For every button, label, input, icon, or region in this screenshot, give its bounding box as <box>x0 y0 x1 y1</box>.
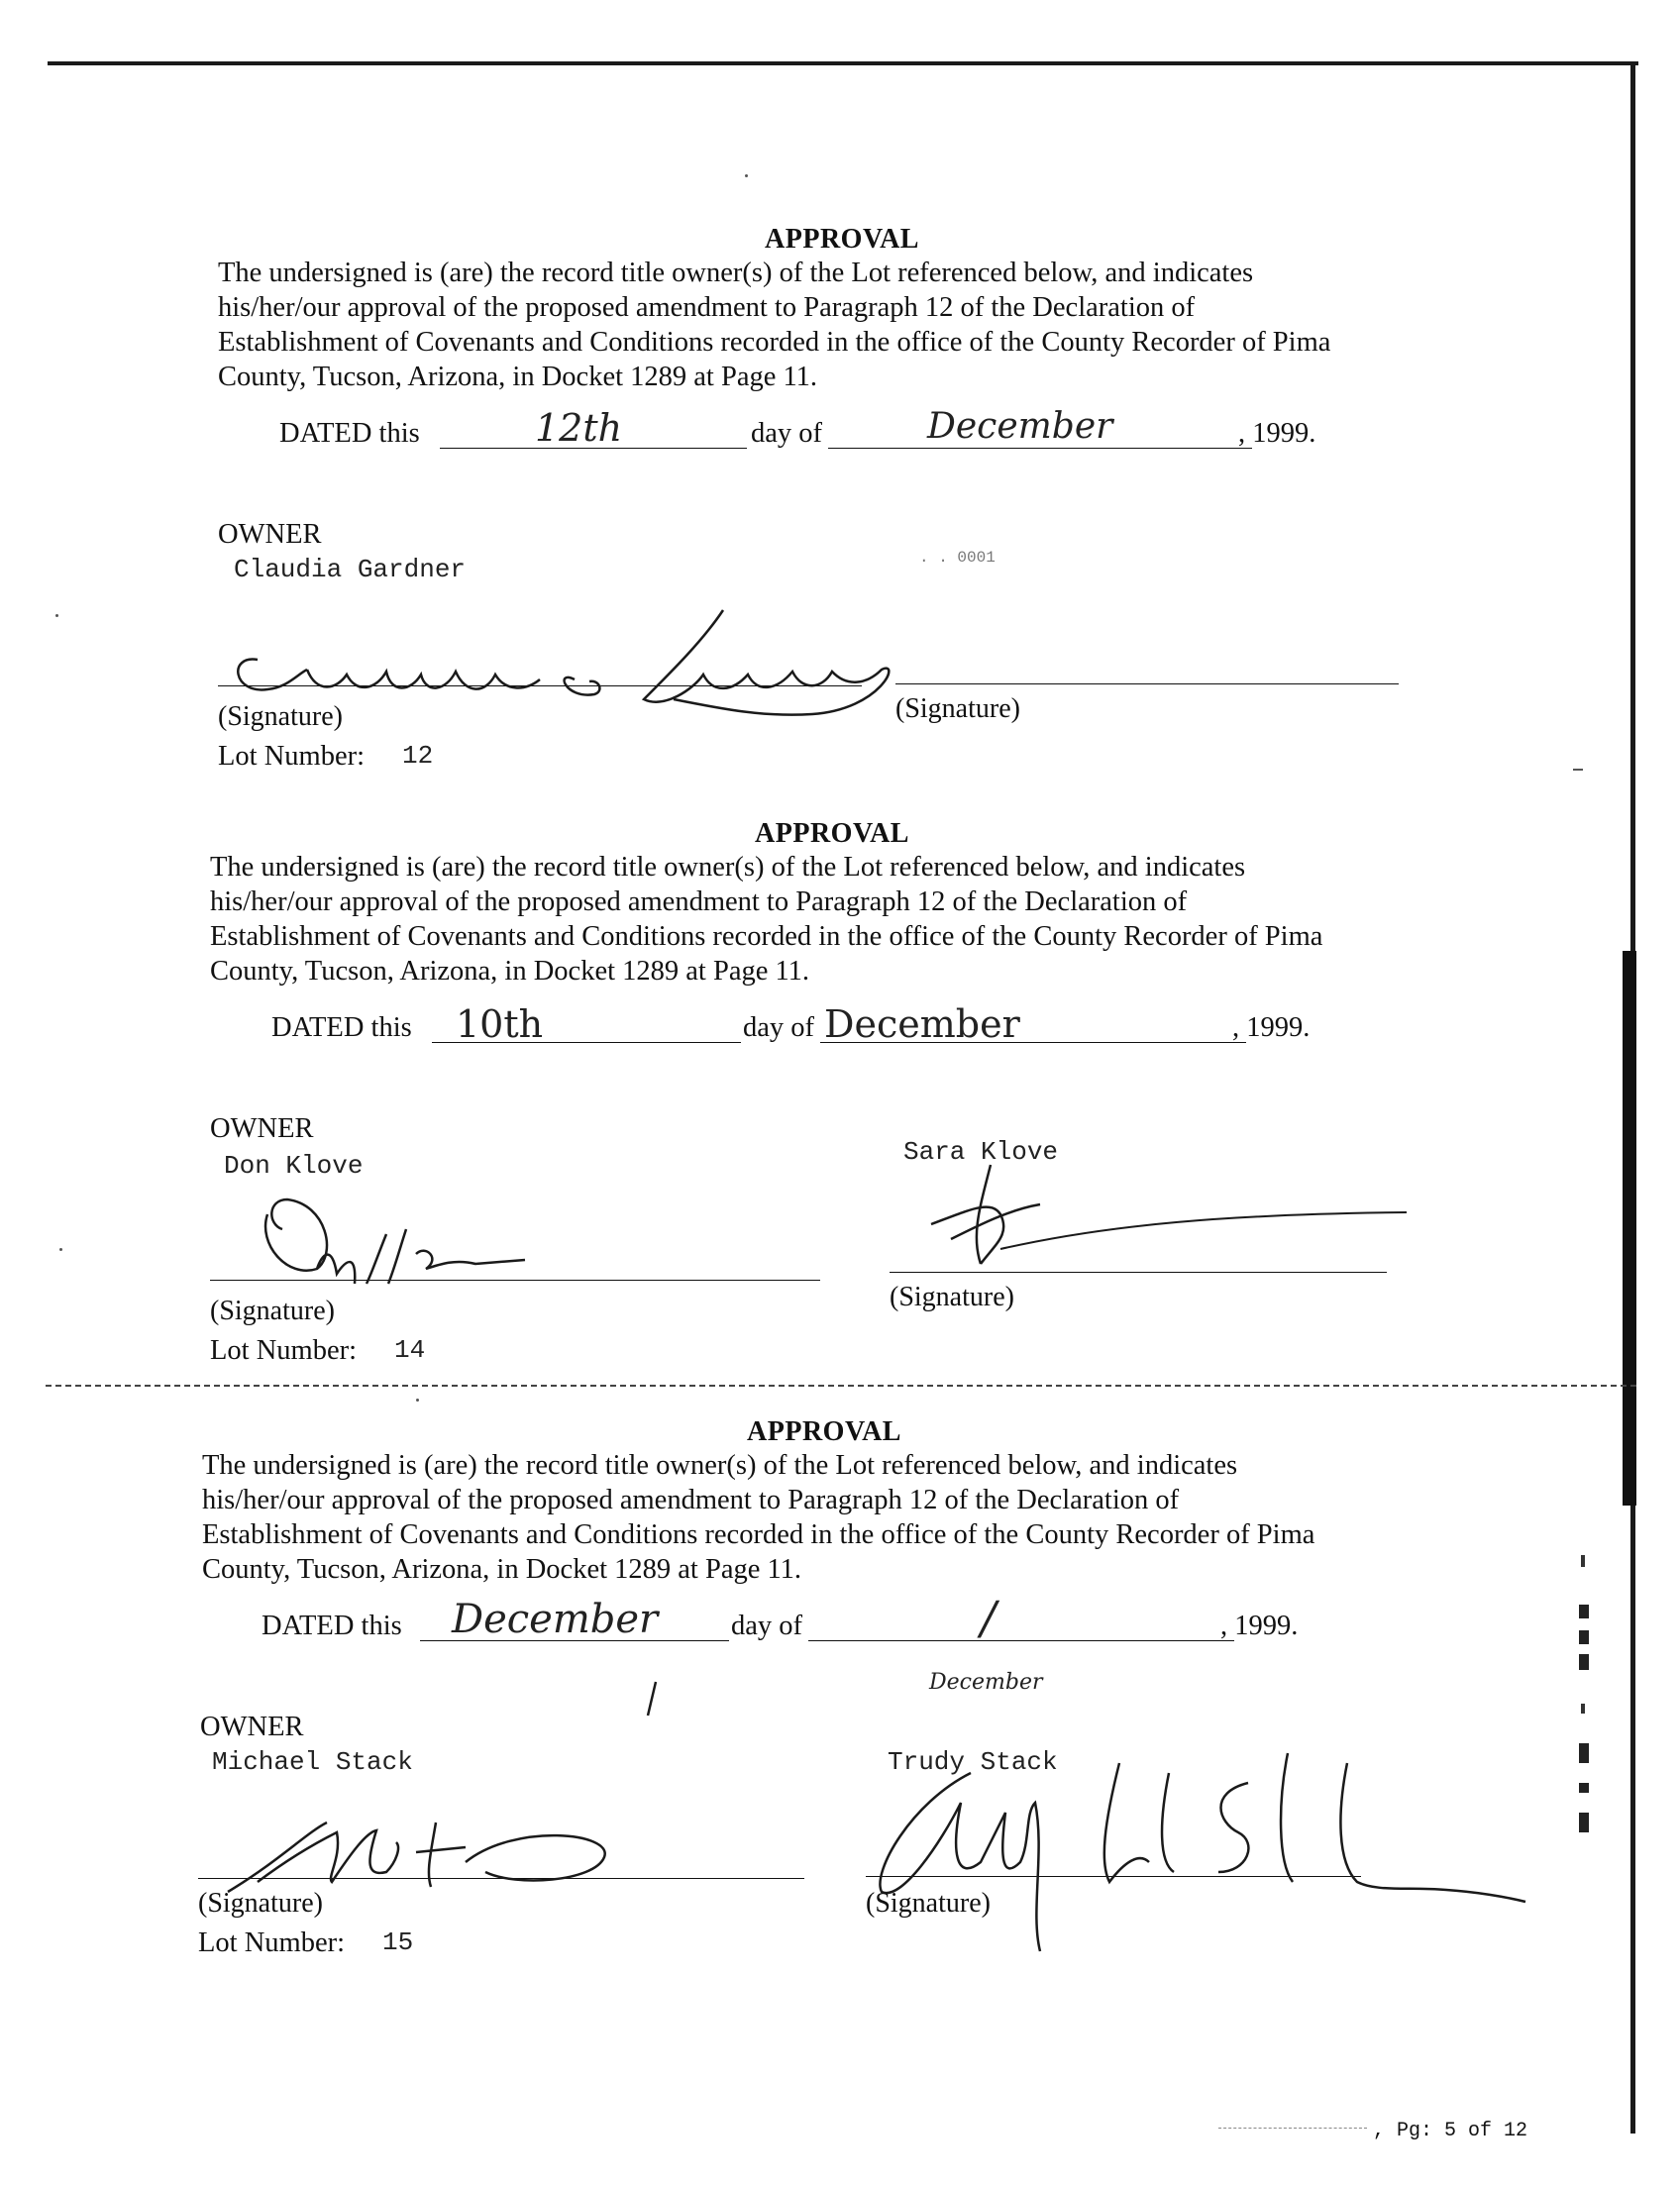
dated-label: DATED this <box>271 1012 412 1043</box>
approval-heading: APPROVAL <box>765 224 919 255</box>
handwritten-signature-sara <box>911 1155 1426 1274</box>
handwritten-signature-don <box>228 1185 545 1313</box>
approval-paragraph <box>210 850 1498 989</box>
paragraph-line: his/her/our approval of the proposed amendment to Paragraph 12 of the Declaration of <box>210 886 1188 917</box>
handwritten-month: / <box>981 1591 997 1644</box>
top-border-rule <box>48 61 1638 65</box>
lot-number-label: Lot Number: <box>210 1335 358 1366</box>
approval-heading: APPROVAL <box>755 818 909 849</box>
handwritten-day: 10th <box>456 1002 544 1046</box>
owner-label: OWNER <box>210 1113 314 1144</box>
owner-name-2: Sara Klove <box>903 1137 1059 1167</box>
recorder-stamp <box>1573 1545 1603 1862</box>
stray-mark: . . 0001 <box>919 549 996 567</box>
dated-label: DATED this <box>279 418 420 449</box>
year-label: , 1999. <box>1220 1611 1299 1641</box>
footer-rule <box>1218 2128 1367 2129</box>
signature-label-1: (Signature) <box>198 1888 323 1919</box>
day-of-label: day of <box>743 1012 815 1043</box>
signature-label-1: (Signature) <box>210 1296 335 1326</box>
handwritten-month: December <box>927 406 1113 447</box>
paragraph-line: The undersigned is (are) the record title owner(s) of the Lot referenced below, and indicates <box>218 258 1254 288</box>
signature-label-2: (Signature) <box>890 1282 1014 1312</box>
signature-line-2 <box>895 683 1399 684</box>
approval-paragraph <box>218 256 1506 394</box>
approval-block-3 <box>0 1416 1680 2001</box>
paragraph-line: his/her/our approval of the proposed amendment to Paragraph 12 of the Declaration of <box>218 292 1196 323</box>
handwritten-signature-michael <box>218 1803 634 1902</box>
handwritten-month: December <box>824 1002 1020 1046</box>
signature-label-2: (Signature) <box>895 693 1020 724</box>
month-blank <box>828 448 1252 449</box>
year-label: , 1999. <box>1238 418 1316 449</box>
handwritten-signature-trudy <box>852 1743 1545 1951</box>
signature-label-1: (Signature) <box>218 701 343 732</box>
paragraph-line: County, Tucson, Arizona, in Docket 1289 at Page 11. <box>210 956 810 987</box>
paragraph-line: Establishment of Covenants and Conditions recorded in the office of the County Recorder of Pima <box>202 1519 1315 1550</box>
approval-block-2 <box>0 818 1680 1403</box>
scan-speck <box>745 174 748 177</box>
handwritten-day: 12th <box>535 406 623 450</box>
lot-number-value: 14 <box>394 1335 426 1365</box>
day-of-label: day of <box>751 418 823 449</box>
month-blank <box>808 1640 1234 1641</box>
dated-label: DATED this <box>262 1611 402 1641</box>
year-label: , 1999. <box>1232 1012 1311 1043</box>
lot-number-value: 12 <box>402 741 434 771</box>
paragraph-line: County, Tucson, Arizona, in Docket 1289 at Page 11. <box>202 1554 802 1585</box>
lot-number-label: Lot Number: <box>198 1927 346 1958</box>
handwritten-month-note: December <box>929 1670 1043 1695</box>
owner-name-1: Michael Stack <box>212 1747 413 1777</box>
paragraph-line: The undersigned is (are) the record title owner(s) of the Lot referenced below, and indicates <box>202 1450 1238 1481</box>
owner-name-1: Don Klove <box>224 1151 364 1181</box>
paragraph-line: The undersigned is (are) the record title owner(s) of the Lot referenced below, and indicates <box>210 852 1246 883</box>
lot-number-value: 15 <box>382 1927 414 1957</box>
owner-label: OWNER <box>200 1712 304 1742</box>
approval-block-1 <box>0 224 1680 808</box>
owner-name-2: Trudy Stack <box>888 1747 1058 1777</box>
handwritten-day: December <box>452 1597 659 1642</box>
approval-paragraph <box>202 1448 1490 1587</box>
day-of-label: day of <box>731 1611 803 1641</box>
approval-heading: APPROVAL <box>747 1416 901 1447</box>
handwritten-tick-mark <box>642 1680 662 1719</box>
owner-name-1: Claudia Gardner <box>234 555 467 584</box>
paragraph-line: Establishment of Covenants and Conditions recorded in the office of the County Recorder of Pima <box>210 921 1323 952</box>
paragraph-line: his/her/our approval of the proposed amendment to Paragraph 12 of the Declaration of <box>202 1485 1180 1515</box>
paragraph-line: County, Tucson, Arizona, in Docket 1289 at Page 11. <box>218 362 818 392</box>
page-indicator: , Pg: 5 of 12 <box>1373 2120 1528 2142</box>
paragraph-line: Establishment of Covenants and Conditions recorded in the office of the County Recorder of Pima <box>218 327 1331 358</box>
owner-label: OWNER <box>218 519 322 550</box>
lot-number-label: Lot Number: <box>218 741 366 772</box>
signature-label-2: (Signature) <box>866 1888 991 1919</box>
